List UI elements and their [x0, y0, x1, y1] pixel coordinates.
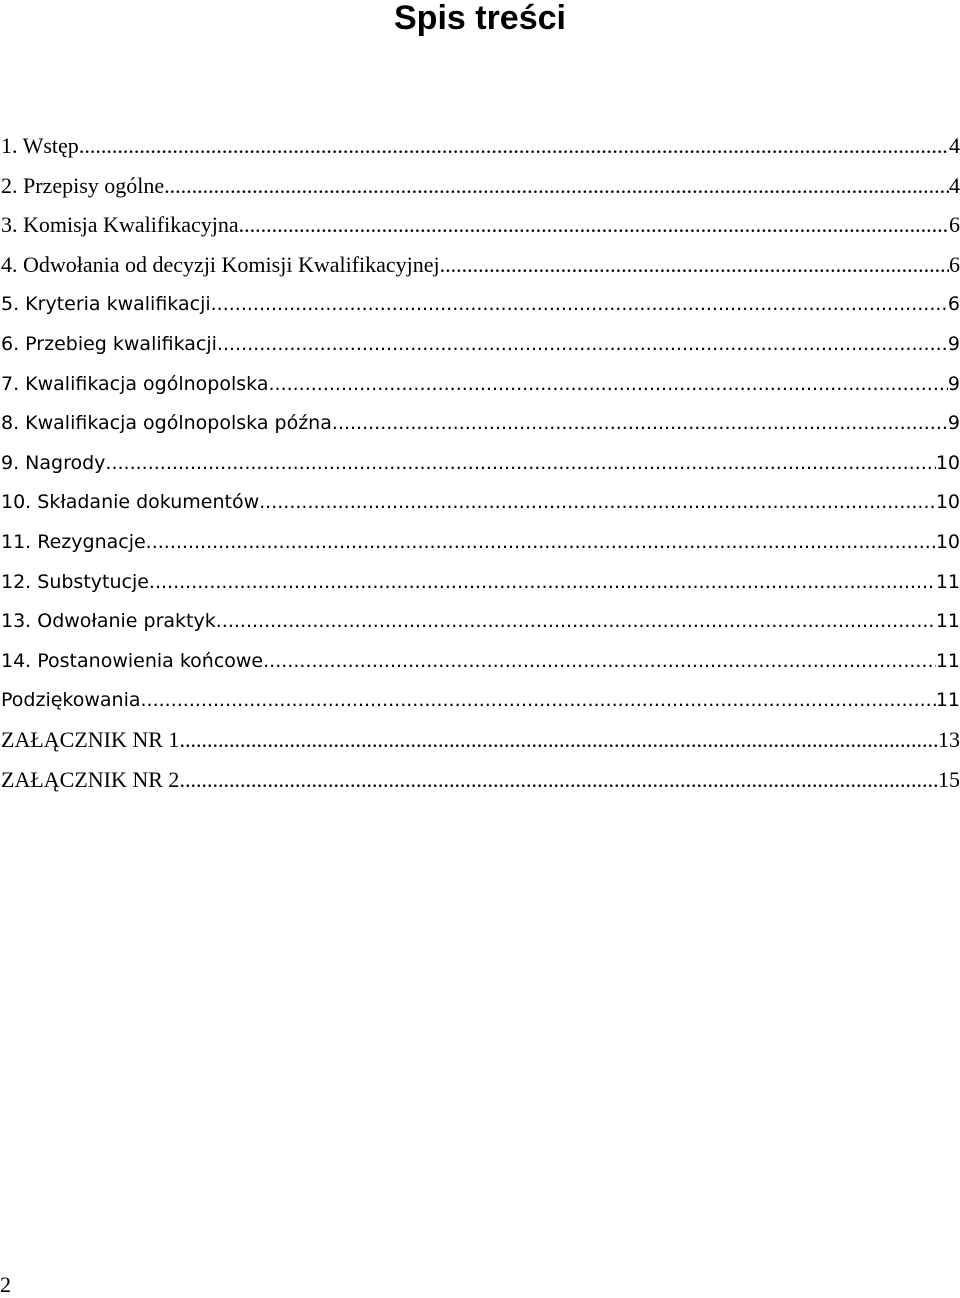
- toc-entry-page: 9: [947, 372, 960, 395]
- toc-dot-leader: [164, 168, 949, 204]
- toc-dot-leader: [79, 128, 949, 164]
- toc-entry-label: 11. Rezygnacje: [1, 530, 146, 553]
- toc-entry-skladanie-dokumentow[interactable]: [0, 484, 960, 524]
- toc-dot-leader: [216, 603, 936, 639]
- toc-dot-leader: [217, 326, 948, 362]
- toc-dot-leader: [179, 722, 938, 758]
- toc-entry-label: 3. Komisja Kwalifikacyjna: [1, 212, 239, 238]
- toc-dot-leader: [263, 643, 936, 679]
- toc-entry-zalacznik-1[interactable]: [0, 722, 960, 762]
- toc-entry-page: 6: [949, 212, 960, 238]
- toc-entry-odwolania[interactable]: [0, 247, 960, 287]
- toc-dot-leader: [105, 445, 935, 481]
- toc-entry-label: 2. Przepisy ogólne: [1, 172, 165, 198]
- toc-entry-page: 9: [947, 332, 960, 355]
- toc-entry-page: 10: [935, 491, 960, 514]
- toc-dot-leader: [268, 366, 947, 402]
- toc-entry-page: 6: [947, 293, 960, 316]
- toc-entry-page: 4: [949, 172, 960, 198]
- toc-entry-label: ZAŁĄCZNIK NR 2: [1, 766, 180, 792]
- toc-entry-label: 13. Odwołanie praktyk: [1, 610, 216, 633]
- toc-entry-postanowienia-koncowe[interactable]: [0, 643, 960, 683]
- toc-entry-label: 9. Nagrody: [1, 451, 106, 474]
- toc-entry-podziekowania[interactable]: [0, 682, 960, 722]
- table-of-contents: [0, 128, 960, 801]
- toc-dot-leader: [146, 524, 936, 560]
- toc-entry-page: 9: [947, 412, 960, 435]
- toc-entry-przepisy-ogolne[interactable]: [0, 168, 960, 208]
- toc-entry-kwalifikacja-ogolnopolska[interactable]: [0, 366, 960, 406]
- page-number: 2: [0, 1272, 11, 1297]
- toc-entry-label: 12. Substytucje: [1, 570, 149, 593]
- toc-entry-label: Podziękowania: [1, 689, 141, 712]
- toc-entry-page: 11: [935, 610, 960, 633]
- toc-entry-komisja-kwalifikacyjna[interactable]: [0, 207, 960, 247]
- toc-entry-kryteria[interactable]: [0, 286, 960, 326]
- toc-entry-substytucje[interactable]: [0, 564, 960, 604]
- toc-dot-leader: [141, 682, 936, 718]
- toc-entry-page: 6: [949, 251, 960, 277]
- toc-entry-zalacznik-2[interactable]: [0, 762, 960, 802]
- toc-entry-odwolanie-praktyk[interactable]: [0, 603, 960, 643]
- toc-dot-leader: [179, 762, 938, 798]
- toc-dot-leader: [332, 405, 948, 441]
- toc-entry-przebieg[interactable]: [0, 326, 960, 366]
- toc-entry-nagrody[interactable]: [0, 445, 960, 485]
- toc-entry-page: 15: [938, 766, 960, 792]
- toc-entry-label: 7. Kwalifikacja ogólnopolska: [1, 372, 269, 395]
- toc-dot-leader: [259, 484, 936, 520]
- toc-dot-leader: [211, 286, 948, 322]
- toc-entry-wstep[interactable]: [0, 128, 960, 168]
- toc-entry-label: 6. Przebieg kwalifikacji: [1, 332, 217, 355]
- toc-dot-leader: [440, 247, 949, 283]
- toc-entry-label: 4. Odwołania od decyzji Komisji Kwalifikacyjnej: [1, 251, 440, 277]
- toc-entry-page: 11: [935, 570, 960, 593]
- toc-entry-kwalifikacja-pozna[interactable]: [0, 405, 960, 445]
- toc-entry-page: 10: [935, 530, 960, 553]
- page-title: Spis treści: [394, 0, 566, 37]
- toc-entry-page: 11: [935, 649, 960, 672]
- toc-entry-label: 8. Kwalifikacja ogólnopolska późna: [1, 412, 332, 435]
- toc-dot-leader: [239, 207, 949, 243]
- toc-dot-leader: [149, 564, 936, 600]
- toc-entry-page: 4: [949, 133, 960, 158]
- toc-entry-rezygnacje[interactable]: [0, 524, 960, 564]
- toc-entry-label: 14. Postanowienia końcowe: [1, 649, 264, 672]
- toc-entry-label: 1. Wstęp: [1, 133, 79, 158]
- toc-entry-label: 5. Kryteria kwalifikacji: [1, 293, 211, 316]
- toc-entry-label: ZAŁĄCZNIK NR 1: [1, 726, 180, 752]
- toc-entry-page: 11: [935, 689, 960, 712]
- toc-entry-label: 10. Składanie dokumentów: [1, 491, 260, 514]
- toc-entry-page: 13: [938, 726, 960, 752]
- toc-entry-page: 10: [935, 451, 960, 474]
